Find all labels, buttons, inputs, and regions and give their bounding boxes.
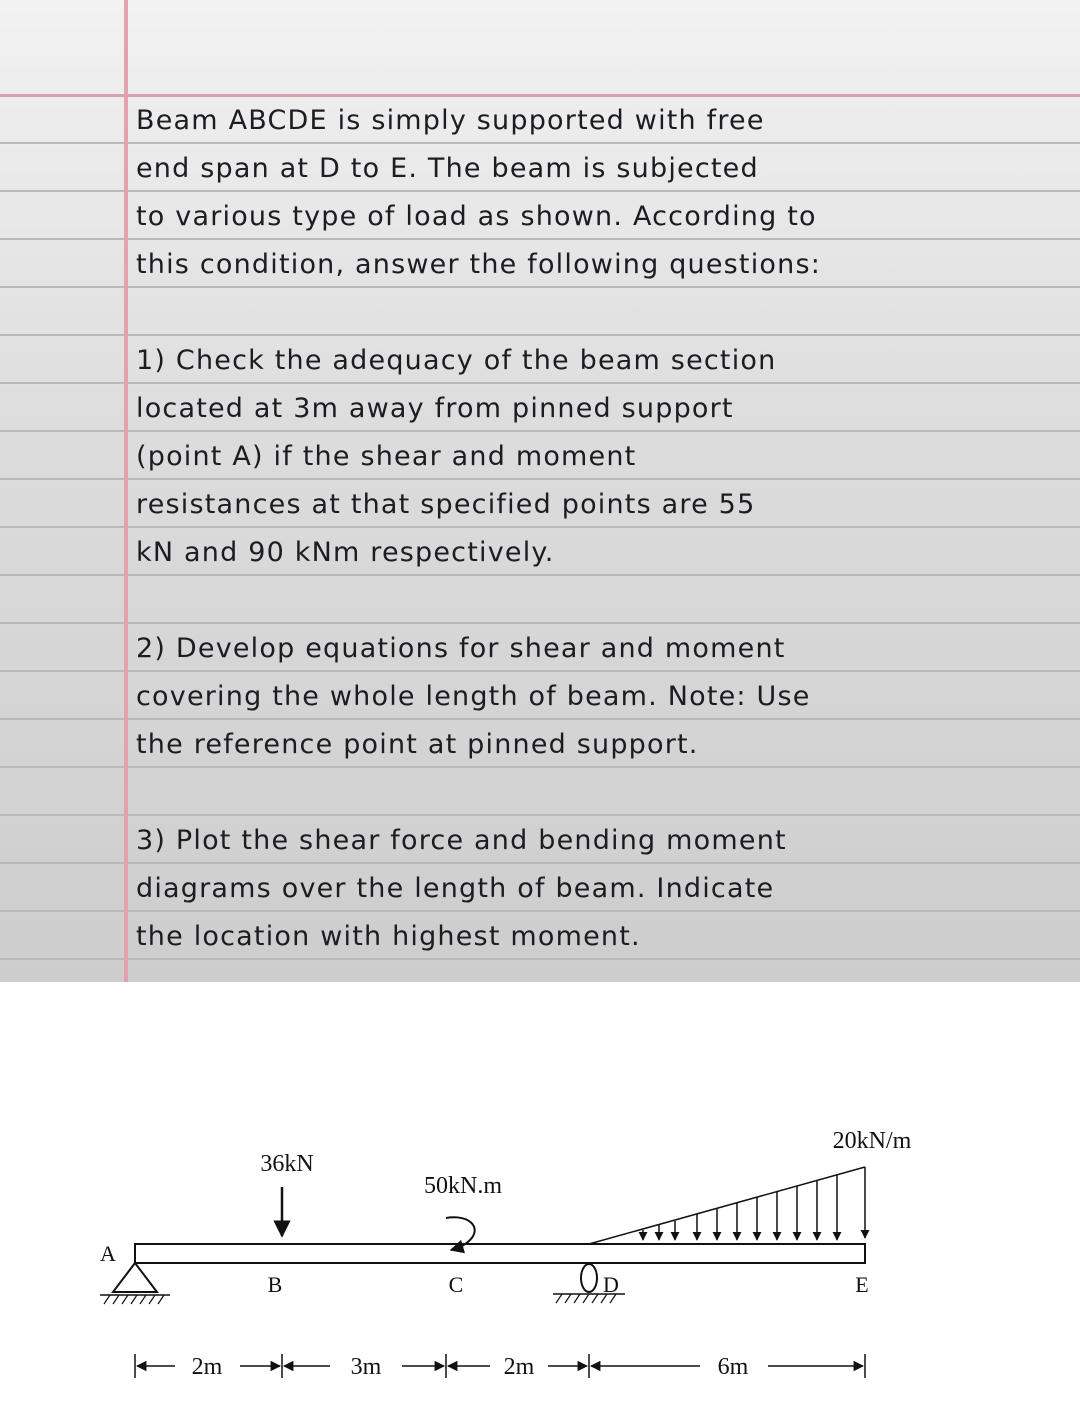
paper-rule <box>0 862 1080 864</box>
question-1-line: (point A) if the shear and moment <box>136 441 637 472</box>
paper-rule <box>0 670 1080 672</box>
note-line: this condition, answer the following questions: <box>136 249 822 280</box>
beam-diagram <box>0 982 1080 1424</box>
moment-label: 50kN.m <box>424 1173 502 1199</box>
paper-margin-line <box>124 0 128 982</box>
note-line: Beam ABCDE is simply supported with free <box>136 105 765 136</box>
point-label-b: B <box>267 1272 283 1297</box>
triangular-load <box>589 1167 865 1244</box>
span-label-ab: 2m <box>191 1354 223 1380</box>
question-1-line: 1) Check the adequacy of the beam section <box>136 345 777 376</box>
question-2-line: 2) Develop equations for shear and moment <box>136 633 786 664</box>
paper-rule <box>0 718 1080 720</box>
question-3-line: diagrams over the length of beam. Indicate <box>136 873 775 904</box>
span-label-de: 6m <box>717 1354 749 1380</box>
paper-rule <box>0 766 1080 768</box>
point-label-c: C <box>448 1272 464 1297</box>
question-1-line: kN and 90 kNm respectively. <box>136 537 555 568</box>
paper-rule <box>0 286 1080 288</box>
paper-rule <box>0 478 1080 480</box>
span-label-bc: 3m <box>350 1354 382 1380</box>
paper-rule <box>0 334 1080 336</box>
paper-rule <box>0 910 1080 912</box>
paper-rule <box>0 238 1080 240</box>
beam <box>135 1244 865 1263</box>
paper-rule <box>0 142 1080 144</box>
span-label-cd: 2m <box>503 1354 535 1380</box>
question-3-line: 3) Plot the shear force and bending moment <box>136 825 787 856</box>
note-line: to various type of load as shown. According to <box>136 201 817 232</box>
paper-rule <box>0 814 1080 816</box>
question-1-line: located at 3m away from pinned support <box>136 393 734 424</box>
note-line: end span at D to E. The beam is subjected <box>136 153 759 184</box>
distributed-load-label: 20kN/m <box>832 1128 912 1154</box>
paper-rule <box>0 526 1080 528</box>
question-2-line: the reference point at pinned support. <box>136 729 699 760</box>
pinned-support <box>100 1263 170 1304</box>
beam-diagram-svg <box>0 982 1080 1424</box>
paper-rule <box>0 622 1080 624</box>
dimension-line <box>135 1354 865 1378</box>
point-label-a: A <box>100 1241 116 1266</box>
paper-rule <box>0 958 1080 960</box>
point-label-d: D <box>603 1272 619 1297</box>
question-2-line: covering the whole length of beam. Note: Use <box>136 681 811 712</box>
paper-rule <box>0 430 1080 432</box>
point-label-e: E <box>855 1272 869 1297</box>
question-1-line: resistances at that specified points are 55 <box>136 489 756 520</box>
point-load-label: 36kN <box>260 1151 314 1177</box>
question-3-line: the location with highest moment. <box>136 921 641 952</box>
paper-rule <box>0 382 1080 384</box>
paper-header-rule <box>0 94 1080 97</box>
paper-rule <box>0 190 1080 192</box>
paper-rule <box>0 574 1080 576</box>
